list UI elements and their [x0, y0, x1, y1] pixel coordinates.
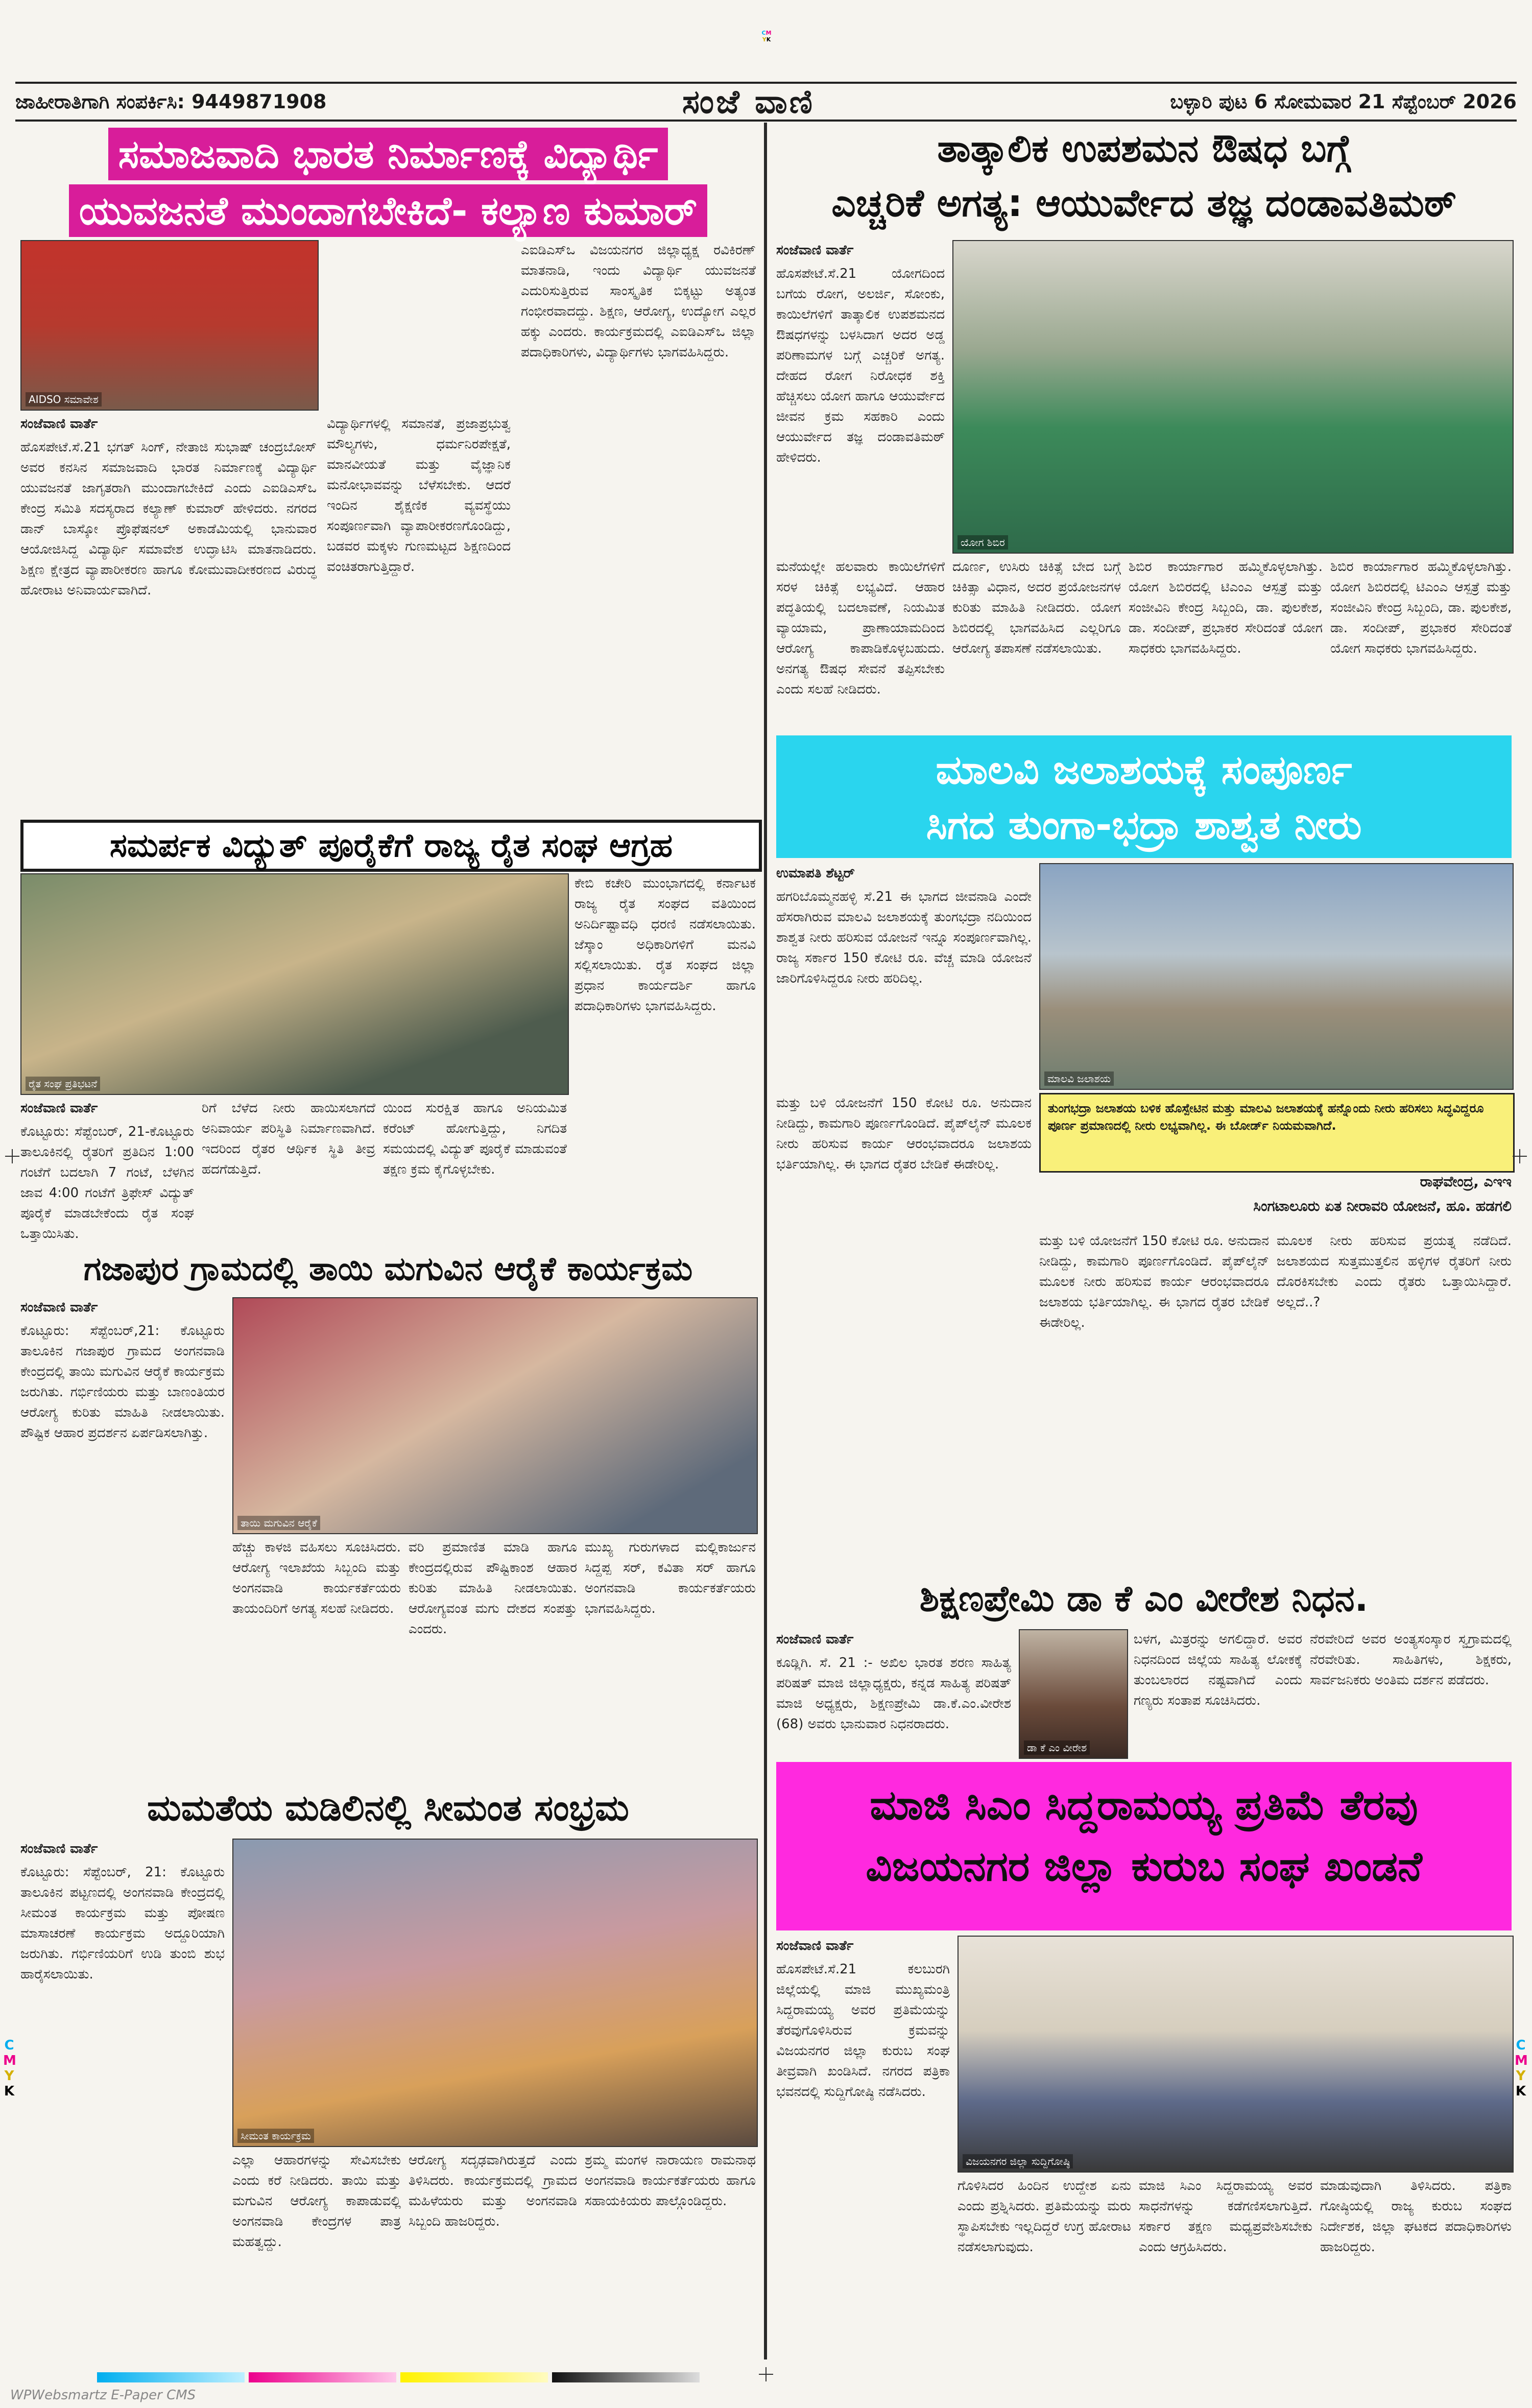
column-divider: [764, 123, 767, 2359]
article-8-headline: [776, 1762, 1512, 1930]
article-7-col-3: [409, 2150, 577, 2354]
article-text: ಯಿಂದ ಸುರಕ್ಷಿತ ಹಾಗೂ ಅನಿಯಮಿತ ಕರೆಂಟ್ ಹೋಗುತ್ತಿದ್ದು, ನಿಗದಿತ ಸಮಯದಲ್ಲಿ ವಿದ್ಯುತ್ ಪೂರೈಕೆ ಮಾಡುವಂತೆ ತಕ್ಷಣ ಕ್ರಮ ಕೈಗೊಳ್ಳಬೇಕು.: [383, 1101, 567, 1177]
byline: ಸಂಜೆವಾಣಿ ವಾರ್ತೆ: [20, 416, 98, 432]
article-4-col-2: [1039, 1231, 1269, 1568]
article-text: ಮೂಲಕ ನೀರು ಹರಿಸುವ ಪ್ರಯತ್ನ ನಡೆದಿದೆ. ಜಲಾಶಯದ ಸುತ್ತಮುತ್ತಲಿನ ಹಳ್ಳಿಗಳ ರೈತರಿಗೆ ನೀರು ದೊರಕಿಸಬೇಕು ಎಂದು ರೈತರು ಒತ್ತಾಯಿಸಿದ್ದಾರೆ. ಅಲ್ಲದೆ..?: [1277, 1233, 1512, 1310]
photo-label: AIDSO ಸಮಾವೇಶ: [26, 392, 102, 407]
headline-line: ಸಮಾಜವಾದಿ ಭಾರತ ನಿರ್ಮಾಣಕ್ಕೆ ವಿದ್ಯಾರ್ಥಿ: [108, 128, 668, 180]
article-6-portrait: [1019, 1629, 1128, 1759]
article-1-col-3: [521, 240, 756, 817]
article-text: ಹೆಚ್ಚು ಕಾಳಜಿ ವಹಿಸಲು ಸೂಚಿಸಿದರು. ಆರೋಗ್ಯ ಇಲಾಖೆಯ ಸಿಬ್ಬಂದಿ ಮತ್ತು ಅಂಗನವಾಡಿ ಕಾರ್ಯಕರ್ತೆಯರು ತಾಯಂದಿರಿಗೆ ಅಗತ್ಯ ಸಲಹೆ ನೀಡಿದರು.: [232, 1540, 401, 1616]
article-3-headline: ಸಮರ್ಪಕ ವಿದ್ಯುತ್ ಪೂರೈಕೆಗೆ ರಾಜ್ಯ ರೈತ ಸಂಘ ಆಗ್ರಹ: [20, 820, 762, 872]
article-8-photo: [958, 1936, 1514, 2173]
article-3-col-2: [202, 1098, 375, 1246]
article-3-photo: [20, 873, 569, 1095]
article-text: ಹಗರಿಬೊಮ್ಮನಹಳ್ಳಿ ಸೆ.21 ಈ ಭಾಗದ ಜೀವನಾಡಿ ಎಂದೇ ಹೆಸರಾಗಿರುವ ಮಾಲವಿ ಜಲಾಶಯಕ್ಕೆ ತುಂಗಭದ್ರಾ ನದಿಯಿಂದ ಶಾಶ್ವತ ನೀರು ಹರಿಸುವ ಯೋಜನೆ ಇನ್ನೂ ಸಂಪೂರ್ಣವಾಗಿಲ್ಲ. ರಾಜ್ಯ ಸರ್ಕಾರ 150 ಕೋಟಿ ರೂ. ವೆಚ್ಚ ಮಾಡಿ ಯೋಜನೆ ಜಾರಿಗೊಳಿಸಿದ್ದರೂ ನೀರು ಹರಿದಿಲ್ಲ.: [776, 889, 1032, 986]
article-7-col-1: [20, 1839, 225, 2349]
article-1-photo: [20, 240, 319, 411]
registration-mark: [759, 2367, 773, 2381]
yellow-swatch: [400, 2372, 548, 2382]
article-text: ವಿದ್ಯಾರ್ಥಿಗಳಲ್ಲಿ ಸಮಾನತೆ, ಪ್ರಜಾಪ್ರಭುತ್ವ ಮೌಲ್ಯಗಳು, ಧರ್ಮನಿರಪೇಕ್ಷತೆ, ಮಾನವೀಯತೆ ಮತ್ತು ವೈಜ್ಞಾನಿಕ ಮನೋಭಾವವನ್ನು ಬೆಳೆಸಬೇಕು. ಆದರೆ ಇಂದಿನ ಶೈಕ್ಷಣಿಕ ವ್ಯವಸ್ಥೆಯು ಸಂಪೂರ್ಣವಾಗಿ ವ್ಯಾಪಾರೀಕರಣಗೊಂಡಿದ್ದು, ಬಡವರ ಮಕ್ಕಳು ಗುಣಮಟ್ಟದ ಶಿಕ್ಷಣದಿಂದ ವಂಚಿತರಾಗುತ್ತಿದ್ದಾರೆ.: [327, 416, 511, 575]
headline-line: ಮಾಜಿ ಸಿಎಂ ಸಿದ್ದರಾಮಯ್ಯ ಪ್ರತಿಮೆ ತೆರವು: [870, 1781, 1418, 1829]
article-text: ಮುಖ್ಯ ಗುರುಗಳಾದ ಮಲ್ಲಿಕಾರ್ಜುನ ಸಿದ್ದಪ್ಪ ಸರ್, ಕವಿತಾ ಸರ್ ಹಾಗೂ ಅಂಗನವಾಡಿ ಕಾರ್ಯಕರ್ತೆಯರು ಭಾಗವಹಿಸಿದ್ದರು.: [585, 1540, 756, 1616]
cyan-swatch: [97, 2372, 245, 2382]
byline: ಸಂಜೆವಾಣಿ ವಾರ್ತೆ: [776, 1632, 854, 1647]
article-4-col-1b: [776, 1093, 1032, 1568]
byline: ಸಂಜೆವಾಣಿ ವಾರ್ತೆ: [20, 1841, 98, 1856]
masthead: [15, 82, 1517, 122]
byline: ಸಂಜೆವಾಣಿ ವಾರ್ತೆ: [20, 1101, 98, 1116]
article-text: ಗೊಳಿಸಿದರ ಹಿಂದಿನ ಉದ್ದೇಶ ಏನು ಎಂದು ಪ್ರಶ್ನಿಸಿದರು. ಪ್ರತಿಮೆಯನ್ನು ಮರು ಸ್ಥಾಪಿಸಬೇಕು ಇಲ್ಲದಿದ್ದರೆ ಉಗ್ರ ಹೋರಾಟ ನಡೆಸಲಾಗುವುದು.: [958, 2178, 1131, 2255]
article-6-col-1: [776, 1629, 1011, 1762]
cmyk-mark-left: C M Y K: [3, 2038, 16, 2099]
article-text: ಕೇಬಿ ಕಚೇರಿ ಮುಂಭಾಗದಲ್ಲಿ ಕರ್ನಾಟಕ ರಾಜ್ಯ ರೈತ ಸಂಘದ ವತಿಯಿಂದ ಅನಿರ್ದಿಷ್ಟಾವಧಿ ಧರಣಿ ನಡೆಸಲಾಯಿತು. ಜೆಸ್ಕಾಂ ಅಧಿಕಾರಿಗಳಿಗೆ ಮನವಿ ಸಲ್ಲಿಸಲಾಯಿತು. ರೈತ ಸಂಘದ ಜಿಲ್ಲಾ ಪ್ರಧಾನ ಕಾರ್ಯದರ್ಶಿ ಹಾಗೂ ಪದಾಧಿಕಾರಿಗಳು ಭಾಗವಹಿಸಿದ್ದರು.: [574, 876, 756, 1014]
article-text: ಕೊಟ್ಟೂರು: ಸೆಪ್ಟೆಂಬರ್,21: ಕೊಟ್ಟೂರು ತಾಲೂಕಿನ ಗಜಾಪುರ ಗ್ರಾಮದ ಅಂಗನವಾಡಿ ಕೇಂದ್ರದಲ್ಲಿ ತಾಯಿ ಮಗುವಿನ ಆರೈಕೆ ಕಾರ್ಯಕ್ರಮ ಜರುಗಿತು. ಗರ್ಭಿಣಿಯರು ಮತ್ತು ಬಾಣಂತಿಯರ ಆರೋಗ್ಯ ಕುರಿತು ಮಾಹಿತಿ ನೀಡಲಾಯಿತು. ಪೌಷ್ಟಿಕ ಆಹಾರ ಪ್ರದರ್ಶನ ಏರ್ಪಡಿಸಲಾಗಿತ್ತು.: [20, 1323, 225, 1441]
article-text: ಕೊಟ್ಟೂರು: ಸೆಪ್ಟೆಂಬರ್, 21: ಕೊಟ್ಟೂರು ತಾಲೂಕಿನ ಪಟ್ಟಣದಲ್ಲಿ ಅಂಗನವಾಡಿ ಕೇಂದ್ರದಲ್ಲಿ ಸೀಮಂತ ಕಾರ್ಯಕ್ರಮ ಮತ್ತು ಪೋಷಣ ಮಾಸಾಚರಣೆ ಕಾರ್ಯಕ್ರಮ ಅದ್ದೂರಿಯಾಗಿ ಜರುಗಿತು. ಗರ್ಭಿಣಿಯರಿಗೆ ಉಡಿ ತುಂಬಿ ಶುಭ ಹಾರೈಸಲಾಯಿತು.: [20, 1865, 225, 1982]
article-2-col-3: [952, 557, 1121, 730]
article-2-col-4: [1330, 557, 1512, 730]
article-3-col-3: [383, 1098, 567, 1246]
magenta-swatch: [249, 2372, 396, 2382]
article-text: ದೂರ್ಣ, ಉಸಿರು ಚಿಕಿತ್ಸೆ ಬೇದ ಬಗ್ಗೆ ಚಿಕಿತ್ಸಾ ವಿಧಾನ, ಅದರ ಪ್ರಯೋಜನಗಳ ಕುರಿತು ಮಾಹಿತಿ ನೀಡಿದರು. ಯೋಗ ಶಿಬಿರದಲ್ಲಿ ಭಾಗವಹಿಸಿದ ಎಲ್ಲರಿಗೂ ಆರೋಗ್ಯ ತಪಾಸಣೆ ನಡೆಸಲಾಯಿತು.: [952, 559, 1121, 656]
photo-label: ರೈತ ಸಂಘ ಪ್ರತಿಭಟನೆ: [26, 1077, 100, 1091]
article-5-col-4: [585, 1537, 756, 1782]
article-text: ಕೂಡ್ಲಿಗಿ. ಸೆ. 21 :- ಅಖಿಲ ಭಾರತ ಶರಣ ಸಾಹಿತ್ಯ ಪರಿಷತ್ ಮಾಜಿ ಜಿಲ್ಲಾಧ್ಯಕ್ಷರು, ಕನ್ನಡ ಸಾಹಿತ್ಯ ಪರಿಷತ್ ಮಾಜಿ ಅಧ್ಯಕ್ಷರು, ಶಿಕ್ಷಣಪ್ರೇಮಿ ಡಾ.ಕೆ.ಎಂ.ವೀರೇಶ (68) ಅವರು ಭಾನುವಾರ ನಿಧನರಾದರು.: [776, 1655, 1011, 1732]
photo-label: ತಾಯಿ ಮಗುವಿನ ಆರೈಕೆ: [237, 1516, 320, 1530]
headline-line: ವಿಜಯನಗರ ಜಿಲ್ಲಾ ಕುರುಬ ಸಂಘ ಖಂಡನೆ: [866, 1843, 1422, 1890]
article-5-photo: [232, 1297, 758, 1534]
article-text: ಮತ್ತು ಬಳಿ ಯೋಜನೆಗೆ 150 ಕೋಟಿ ರೂ. ಅನುದಾನ ನೀಡಿದ್ದು, ಕಾಮಗಾರಿ ಪೂರ್ಣಗೊಂಡಿದೆ. ಪೈಪ್‌ಲೈನ್ ಮೂಲಕ ನೀರು ಹರಿಸುವ ಕಾರ್ಯ ಆರಂಭವಾದರೂ ಜಲಾಶಯ ಭರ್ತಿಯಾಗಿಲ್ಲ. ಈ ಭಾಗದ ರೈತರ ಬೇಡಿಕೆ ಈಡೇರಿಲ್ಲ.: [776, 1095, 1032, 1172]
article-7-col-4: [585, 2150, 756, 2354]
article-text: ಮನೆಯಲ್ಲೇ ಹಲವಾರು ಕಾಯಿಲೆಗಳಿಗೆ ಸರಳ ಚಿಕಿತ್ಸೆ ಲಭ್ಯವಿದೆ. ಆಹಾರ ಪದ್ಧತಿಯಲ್ಲಿ ಬದಲಾವಣೆ, ನಿಯಮಿತ ವ್ಯಾಯಾಮ, ಪ್ರಾಣಾಯಾಮದಿಂದ ಆರೋಗ್ಯ ಕಾಪಾಡಿಕೊಳ್ಳಬಹುದು. ಅನಗತ್ಯ ಔಷಧ ಸೇವನೆ ತಪ್ಪಿಸಬೇಕು ಎಂದು ಸಲಹೆ ನೀಡಿದರು.: [776, 559, 945, 697]
headline-line: ಯುವಜನತೆ ಮುಂದಾಗಬೇಕಿದೆ- ಕಲ್ಯಾಣ ಕುಮಾರ್: [69, 184, 708, 237]
article-4-photo: [1039, 863, 1514, 1090]
footer-credit: WPWebsmartz E-Paper CMS: [10, 2388, 196, 2403]
article-text: ಹೊಸಪೇಟೆ.ಸೆ.21 ಯೋಗದಿಂದ ಬಗೆಯ ರೋಗ, ಅಲರ್ಜಿ, ಸೋಂಕು, ಕಾಯಿಲೆಗಳಿಗೆ ತಾತ್ಕಾಲಿಕ ಉಪಶಮನದ ಔಷಧಗಳನ್ನು ಬಳಸಿದಾಗ ಅದರ ಅಡ್ಡ ಪರಿಣಾಮಗಳ ಬಗ್ಗೆ ಎಚ್ಚರಿಕೆ ಅಗತ್ಯ. ದೇಹದ ರೋಗ ನಿರೋಧಕ ಶಕ್ತಿ ಹೆಚ್ಚಿಸಲು ಯೋಗ ಹಾಗೂ ಆಯುರ್ವೇದ ಜೀವನ ಕ್ರಮ ಸಹಕಾರಿ ಎಂದು ಆಯುರ್ವೇದ ತಜ್ಞ ದಂಡಾವತಿಮಠ್ ಹೇಳಿದರು.: [776, 266, 945, 465]
paper-logo: ಸಂಜೆ ವಾಣಿ: [682, 82, 815, 121]
cmyk-registration-mark: CM YK: [761, 30, 772, 43]
black-swatch: [552, 2372, 700, 2382]
headline-line: ಸಿಗದ ತುಂಗಾ-ಭದ್ರಾ ಶಾಶ್ವತ ನೀರು: [926, 802, 1362, 848]
article-5-col-3: [409, 1537, 577, 1782]
photo-label: ಡಾ ಕೆ ಎಂ ವೀರೇಶ: [1024, 1741, 1090, 1755]
article-8-col-4: [1320, 2176, 1512, 2354]
article-1-col-2: [327, 414, 511, 817]
article-8-col-2: [958, 2176, 1131, 2354]
headline-line: ತಾತ್ಕಾಲಿಕ ಉಪಶಮನ ಔಷಧ ಬಗ್ಗೆ: [937, 127, 1351, 171]
article-1-col-1: [20, 414, 317, 817]
article-4-col-1: [776, 863, 1032, 1088]
article-text: ಶ್ರಮ್ಮ ಮಂಗಳ ನಾರಾಯಣ ರಾಮನಾಥ ಅಂಗನವಾಡಿ ಕಾರ್ಯಕರ್ತೆಯರು ಹಾಗೂ ಸಹಾಯಕಿಯರು ಪಾಲ್ಗೊಂಡಿದ್ದರು.: [585, 2153, 756, 2209]
article-text: ಶಿಬಿರ ಕಾರ್ಯಾಗಾರ ಹಮ್ಮಿಕೊಳ್ಳಲಾಗಿತ್ತು. ಯೋಗ ಶಿಬಿರದಲ್ಲಿ ಟಿಎಂಎ ಆಸ್ಪತ್ರೆ ಮತ್ತು ಸಂಜೀವಿನಿ ಕೇಂದ್ರ ಸಿಬ್ಬಂದಿ, ಡಾ. ಪುಲಕೇಶ, ಡಾ. ಸಂದೀಪ್, ಪ್ರಭಾಕರ ಸೇರಿದಂತೆ ಯೋಗ ಸಾಧಕರು ಭಾಗವಹಿಸಿದ್ದರು.: [1330, 559, 1512, 656]
photo-label: ವಿಜಯನಗರ ಜಿಲ್ಲಾ ಸುದ್ದಿಗೋಷ್ಠಿ: [963, 2154, 1073, 2168]
article-text: ವರಿ ಪ್ರಮಾಣಿತ ಮಾಡಿ ಹಾಗೂ ಕೇಂದ್ರದಲ್ಲಿರುವ ಪೌಷ್ಟಿಕಾಂಶ ಆಹಾರ ಕುರಿತು ಮಾಹಿತಿ ನೀಡಲಾಯಿತು. ಆರೋಗ್ಯವಂತ ಮಗು ದೇಶದ ಸಂಪತ್ತು ಎಂದರು.: [409, 1540, 577, 1637]
byline: ಉಮಾಪತಿ ಶೆಟ್ಟರ್: [776, 866, 855, 881]
article-7-photo: [232, 1839, 758, 2147]
article-2-col-1: [776, 240, 945, 552]
article-4-quote-attribution: [1039, 1170, 1512, 1226]
article-2-headline: [776, 125, 1512, 237]
article-6-col-3: [1310, 1629, 1512, 1762]
article-5-col-1: [20, 1297, 225, 1782]
photo-label: ಮಾಲವಿ ಜಲಾಶಯ: [1044, 1071, 1114, 1086]
cmyk-mark-right: C M Y K: [1515, 2038, 1528, 2099]
article-text: ಮಾಜಿ ಸಿಎಂ ಸಿದ್ದರಾಮಯ್ಯ ಅವರ ಸಾಧನೆಗಳನ್ನು ಕಡೆಗಣಿಸಲಾಗುತ್ತಿದೆ. ಸರ್ಕಾರ ತಕ್ಷಣ ಮಧ್ಯಪ್ರವೇಶಿಸಬೇಕು ಎಂದು ಆಗ್ರಹಿಸಿದರು.: [1139, 2178, 1312, 2255]
article-text: ಎಲ್ಲಾ ಆಹಾರಗಳನ್ನು ಸೇವಿಸಬೇಕು ಎಂದು ಕರೆ ನೀಡಿದರು. ತಾಯಿ ಮತ್ತು ಮಗುವಿನ ಆರೋಗ್ಯ ಕಾಪಾಡುವಲ್ಲಿ ಅಂಗನವಾಡಿ ಕೇಂದ್ರಗಳ ಪಾತ್ರ ಮಹತ್ವದ್ದು.: [232, 2153, 401, 2250]
article-text: ಎಐಡಿಎಸ್‌ಒ ವಿಜಯನಗರ ಜಿಲ್ಲಾಧ್ಯಕ್ಷ ರವಿಕಿರಣ್ ಮಾತನಾಡಿ, ಇಂದು ವಿದ್ಯಾರ್ಥಿ ಯುವಜನತೆ ಎದುರಿಸುತ್ತಿರುವ ಸಾಂಸ್ಕೃತಿಕ ಬಿಕ್ಕಟ್ಟು ಅತ್ಯಂತ ಗಂಭೀರವಾದದ್ದು. ಶಿಕ್ಷಣ, ಆರೋಗ್ಯ, ಉದ್ಯೋಗ ಎಲ್ಲರ ಹಕ್ಕು ಎಂದರು. ಕಾರ್ಯಕ್ರಮದಲ್ಲಿ ಎಐಡಿಎಸ್‌ಒ ಜಿಲ್ಲಾ ಪದಾಧಿಕಾರಿಗಳು, ವಿದ್ಯಾರ್ಥಿಗಳು ಭಾಗವಹಿಸಿದ್ದರು.: [521, 243, 756, 360]
article-4-caption: ತುಂಗಭದ್ರಾ ಜಲಾಶಯ ಬಳಿಕ ಹೊಸ್ಪೇಟಿನ ಮತ್ತು ಮಾಲವಿ ಜಲಾಶಯಕ್ಕೆ ಹನ್ನೊಂದು ನೀರು ಹರಿಸಲು ಸಿದ್ಧವಿದ್ದರೂ ಪೂರ್ಣ ಪ್ರಮಾಣದಲ್ಲಿ ನೀರು ಲಭ್ಯವಾಗಿಲ್ಲ. ಈ ಬೋರ್ಡ್ ನಿಯಮವಾಗಿದೆ.: [1039, 1093, 1515, 1173]
article-2-col-2: [776, 557, 945, 730]
dateline: ಬಳ್ಳಾರಿ ಪುಟ 6 ಸೋಮವಾರ 21 ಸೆಪ್ಟೆಂಬರ್ 2026: [1170, 90, 1517, 113]
photo-label: ಯೋಗ ಶಿಬಿರ: [958, 535, 1008, 550]
article-text: ನೆರವೇರಿದೆ ಅವರ ಅಂತ್ಯಸಂಸ್ಕಾರ ಸ್ವಗ್ರಾಮದಲ್ಲಿ ನೆರವೇರಿತು. ಸಾಹಿತಿಗಳು, ಶಿಕ್ಷಕರು, ಸಾರ್ವಜನಿಕರು ಅಂತಿಮ ದರ್ಶನ ಪಡೆದರು.: [1310, 1632, 1512, 1688]
article-2-photo: [952, 240, 1514, 554]
article-5-headline: ಗಜಾಪುರ ಗ್ರಾಮದಲ್ಲಿ ತಾಯಿ ಮಗುವಿನ ಆರೈಕೆ ಕಾರ್ಯಕ್ರಮ: [83, 1250, 693, 1288]
article-text: ಆರೋಗ್ಯ ಸದೃಢವಾಗಿರುತ್ತದೆ ಎಂದು ತಿಳಿಸಿದರು. ಕಾರ್ಯಕ್ರಮದಲ್ಲಿ ಗ್ರಾಮದ ಮಹಿಳೆಯರು ಮತ್ತು ಅಂಗನವಾಡಿ ಸಿಬ್ಬಂದಿ ಹಾಜರಿದ್ದರು.: [409, 2153, 577, 2229]
article-text: ಹೊಸಪೇಟೆ.ಸೆ.21 ಕಲಬುರಗಿ ಜಿಲ್ಲೆಯಲ್ಲಿ ಮಾಜಿ ಮುಖ್ಯಮಂತ್ರಿ ಸಿದ್ದರಾಮಯ್ಯ ಅವರ ಪ್ರತಿಮೆಯನ್ನು ತೆರವುಗೊಳಿಸಿರುವ ಕ್ರಮವನ್ನು ವಿಜಯನಗರ ಜಿಲ್ಲಾ ಕುರುಬ ಸಂಘ ತೀವ್ರವಾಗಿ ಖಂಡಿಸಿದೆ. ನಗರದ ಪತ್ರಿಕಾ ಭವನದಲ್ಲಿ ಸುದ್ದಿಗೋಷ್ಠಿ ನಡೆಸಿದರು.: [776, 1962, 950, 2100]
article-text: ಶಿಬಿರ ಕಾರ್ಯಾಗಾರ ಹಮ್ಮಿಕೊಳ್ಳಲಾಗಿತ್ತು. ಯೋಗ ಶಿಬಿರದಲ್ಲಿ ಟಿಎಂಎ ಆಸ್ಪತ್ರೆ ಮತ್ತು ಸಂಜೀವಿನಿ ಕೇಂದ್ರ ಸಿಬ್ಬಂದಿ, ಡಾ. ಪುಲಕೇಶ, ಡಾ. ಸಂದೀಪ್, ಪ್ರಭಾಕರ ಸೇರಿದಂತೆ ಯೋಗ ಸಾಧಕರು ಭಾಗವಹಿಸಿದ್ದರು.: [1129, 559, 1323, 656]
article-text: ಮತ್ತು ಬಳಿ ಯೋಜನೆಗೆ 150 ಕೋಟಿ ರೂ. ಅನುದಾನ ನೀಡಿದ್ದು, ಕಾಮಗಾರಿ ಪೂರ್ಣಗೊಂಡಿದೆ. ಪೈಪ್‌ಲೈನ್ ಮೂಲಕ ನೀರು ಹರಿಸುವ ಕಾರ್ಯ ಆರಂಭವಾದರೂ ಜಲಾಶಯ ಭರ್ತಿಯಾಗಿಲ್ಲ. ಈ ಭಾಗದ ರೈತರ ಬೇಡಿಕೆ ಈಡೇರಿಲ್ಲ.: [1039, 1233, 1269, 1330]
registration-mark: [1513, 1149, 1527, 1163]
byline: ಸಂಜೆವಾಣಿ ವಾರ್ತೆ: [776, 1938, 854, 1953]
article-text: ಮಾಡುವುದಾಗಿ ತಿಳಿಸಿದರು. ಪತ್ರಿಕಾ ಗೋಷ್ಠಿಯಲ್ಲಿ ರಾಜ್ಯ ಕುರುಬ ಸಂಘದ ನಿರ್ದೇಶಕ, ಜಿಲ್ಲಾ ಘಟಕದ ಪದಾಧಿಕಾರಿಗಳು ಹಾಜರಿದ್ದರು.: [1320, 2178, 1512, 2255]
article-5-col-2: [232, 1537, 401, 1782]
article-text: ಬಳಗ, ಮಿತ್ರರನ್ನು ಅಗಲಿದ್ದಾರೆ. ಅವರ ನಿಧನದಿಂದ ಜಿಲ್ಲೆಯ ಸಾಹಿತ್ಯ ಲೋಕಕ್ಕೆ ತುಂಬಲಾರದ ನಷ್ಟವಾಗಿದೆ ಎಂದು ಗಣ್ಯರು ಸಂತಾಪ ಸೂಚಿಸಿದರು.: [1134, 1632, 1302, 1708]
article-text: ಹೊಸಪೇಟೆ.ಸೆ.21 ಭಗತ್ ಸಿಂಗ್, ನೇತಾಜಿ ಸುಭಾಷ್ ಚಂದ್ರಬೋಸ್ ಅವರ ಕನಸಿನ ಸಮಾಜವಾದಿ ಭಾರತ ನಿರ್ಮಾಣಕ್ಕೆ ವಿದ್ಯಾರ್ಥಿ ಯುವಜನತೆ ಜಾಗೃತರಾಗಿ ಮುಂದಾಗಬೇಕಿದೆ ಎಂದು ಎಐಡಿಎಸ್‌ಒ ಕೇಂದ್ರ ಸಮಿತಿ ಸದಸ್ಯರಾದ ಕಲ್ಯಾಣ್ ಕುಮಾರ್ ಹೇಳಿದರು. ನಗರದ ಡಾನ್ ಬಾಸ್ಕೋ ಪ್ರೊಫೆಷನಲ್ ಅಕಾಡೆಮಿಯಲ್ಲಿ ಭಾನುವಾರ ಆಯೋಜಿಸಿದ್ದ ವಿದ್ಯಾರ್ಥಿ ಸಮಾವೇಶ ಉದ್ಘಾಟಿಸಿ ಮಾತನಾಡಿದರು. ಶಿಕ್ಷಣ ಕ್ಷೇತ್ರದ ವ್ಯಾಪಾರೀಕರಣ ಹಾಗೂ ಕೋಮುವಾದೀಕರಣದ ವಿರುದ್ಧ ಹೋರಾಟ ಅನಿವಾರ್ಯವಾಗಿದೆ.: [20, 440, 317, 598]
article-text: ಕೊಟ್ಟೂರು: ಸೆಪ್ಟೆಂಬರ್, 21-ಕೊಟ್ಟೂರು ತಾಲೂಕಿನಲ್ಲಿ ರೈತರಿಗೆ ಪ್ರತಿದಿನ 1:00 ಗಂಟೆಗೆ ಬದಲಾಗಿ 7 ಗಂಟೆ, ಬೆಳಗಿನ ಜಾವ 4:00 ಗಂಟೆಗೆ ತ್ರಿಫೇಸ್ ವಿದ್ಯುತ್ ಪೂರೈಕೆ ಮಾಡಬೇಕೆಂದು ರೈತ ಸಂಘ ಒತ್ತಾಯಿಸಿತು.: [20, 1124, 194, 1242]
color-swatch-strip: [97, 2372, 700, 2382]
article-6-headline: ಶಿಕ್ಷಣಪ್ರೇಮಿ ಡಾ ಕೆ ಎಂ ವೀರೇಶ ನಿಧನ.: [919, 1578, 1369, 1619]
byline: ಸಂಜೆವಾಣಿ ವಾರ್ತೆ: [776, 243, 854, 258]
photo-label: ಸೀಮಂತ ಕಾರ್ಯಕ್ರಮ: [237, 2129, 314, 2143]
article-3-col-4: [574, 873, 756, 1241]
article-text: ರಿಗೆ ಬೆಳೆದ ನೀರು ಹಾಯಿಸಲಾಗದೆ ಅನಿವಾರ್ಯ ಪರಿಸ್ಥಿತಿ ನಿರ್ಮಾಣವಾಗಿದೆ. ಇದರಿಂದ ರೈತರ ಆರ್ಥಿಕ ಸ್ಥಿತಿ ತೀವ್ರ ಹದಗೆಡುತ್ತಿದೆ.: [202, 1101, 375, 1177]
headline-line: ಎಚ್ಚರಿಕೆ ಅಗತ್ಯ: ಆಯುರ್ವೇದ ತಜ್ಞ ದಂಡಾವತಿಮಠ್: [831, 181, 1456, 225]
headline-line: ಮಾಲವಿ ಜಲಾಶಯಕ್ಕೆ ಸಂಪೂರ್ಣ: [936, 747, 1352, 793]
article-3-col-1: [20, 1098, 194, 1246]
article-7-col-2: [232, 2150, 401, 2354]
registration-mark: [5, 1149, 19, 1163]
quote-name: ರಾಘವೇಂದ್ರ, ಎಇಇ: [1420, 1173, 1512, 1190]
article-4-headline: [776, 735, 1512, 858]
ad-contact: ಜಾಹೀರಾತಿಗಾಗಿ ಸಂಪರ್ಕಿಸಿ: 9449871908: [15, 90, 327, 113]
article-7-headline: ಮಮತೆಯ ಮಡಿಲಿನಲ್ಲಿ ಸೀಮಂತ ಸಂಭ್ರಮ: [147, 1787, 629, 1829]
byline: ಸಂಜೆವಾಣಿ ವಾರ್ತೆ: [20, 1300, 98, 1315]
article-6-col-2: [1134, 1629, 1302, 1762]
article-2-col-3b: [1129, 557, 1323, 730]
quote-title: ಸಿಂಗಟಾಲೂರು ಏತ ನೀರಾವರಿ ಯೋಜನೆ, ಹೂ. ಹಡಗಲಿ: [1253, 1198, 1512, 1214]
article-4-col-3: [1277, 1231, 1512, 1568]
article-8-col-1: [776, 1936, 950, 2354]
article-1-headline: [20, 128, 756, 235]
article-8-col-3: [1139, 2176, 1312, 2354]
